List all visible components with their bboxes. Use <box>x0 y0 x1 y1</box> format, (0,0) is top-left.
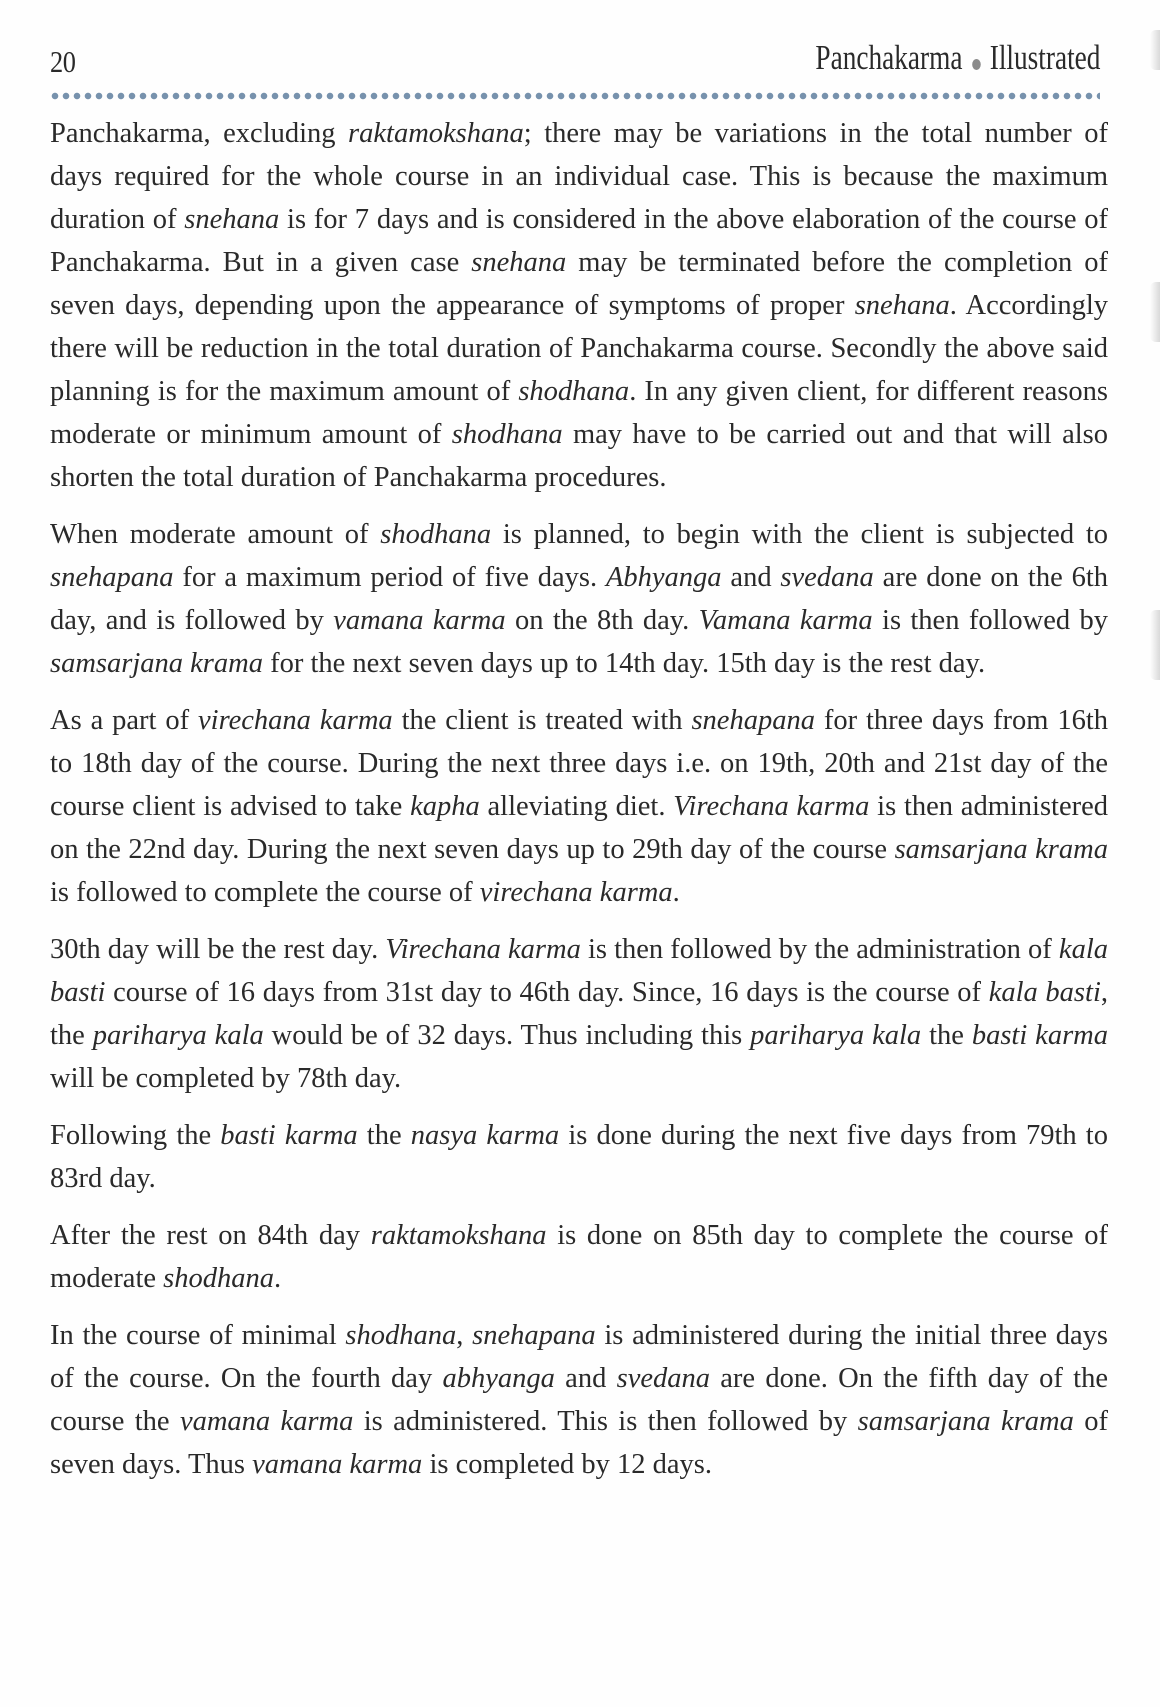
italic-term: samsarjana krama <box>50 648 263 679</box>
text-run: of seven days. Thus <box>50 1406 1108 1480</box>
bullet-separator <box>971 59 980 70</box>
page-number: 20 <box>50 44 76 79</box>
paragraph <box>50 699 1108 914</box>
text-run: is then followed by the administration of <box>580 934 1059 965</box>
text-run: course of 16 days from 31st day to 46th day. Since, 16 days is the course of <box>105 977 989 1008</box>
italic-term: raktamokshana <box>348 118 524 149</box>
italic-term: svedana <box>616 1363 710 1394</box>
body-text <box>50 112 1108 1500</box>
text-run: In the course of minimal <box>50 1320 346 1351</box>
italic-term: snehana <box>854 290 950 321</box>
text-run: is completed by 12 days. <box>422 1449 713 1480</box>
decorative-header-rule <box>50 91 1100 101</box>
text-run: . <box>672 877 680 908</box>
text-run: is planned, to begin with the client is subjected to <box>491 519 1108 550</box>
paragraph <box>50 1314 1108 1486</box>
italic-term: abhyanga <box>442 1363 555 1394</box>
italic-term: shodhana <box>345 1320 457 1351</box>
italic-term: svedana <box>780 562 874 593</box>
text-run: for three days from 16th to 18th day of the course. During the next three days i.e. on 19th, 20th and 21st day of the course client is advised to take <box>50 705 1109 822</box>
text-run: the <box>921 1020 972 1051</box>
text-run: . <box>274 1263 282 1294</box>
text-run: the <box>357 1120 411 1151</box>
text-run: 30th day will be the rest day. <box>50 934 386 965</box>
text-run: is administered during the initial three days of the course. On the fourth day <box>50 1320 1109 1394</box>
text-run: . In any given client, for different reasons moderate or minimum amount of <box>50 376 1108 450</box>
italic-term: samsarjana krama <box>857 1406 1074 1437</box>
text-run: ; there may be variations in the total number of days required for the whole course in an individual case. This is because the maximum duration of <box>50 118 1108 235</box>
page-edge-shadow <box>1150 610 1160 680</box>
text-run: is for 7 days and is considered in the above elaboration of the course of Panchakarma. But in a given case <box>50 204 1109 278</box>
italic-term: samsarjana krama <box>894 834 1108 865</box>
text-run: Following the <box>50 1120 221 1151</box>
italic-term: shodhana <box>163 1263 274 1294</box>
text-run: will be completed by 78th day. <box>50 1063 402 1094</box>
text-run: is then followed by <box>872 605 1108 636</box>
page-edge-shadow <box>1150 30 1160 70</box>
text-run: are done on the 6th day, and is followed by <box>50 562 1108 636</box>
italic-term: vamana karma <box>179 1406 354 1437</box>
italic-term: virechana karma <box>479 877 673 908</box>
italic-term: shodhana <box>451 419 563 450</box>
running-title-subtitle: Illustrated <box>989 38 1100 77</box>
text-run: is done during the next five days from 79th to 83rd day. <box>50 1120 1108 1194</box>
text-run: is followed to complete the course of <box>50 877 480 908</box>
text-run: As a part of <box>50 705 199 736</box>
italic-term: basti karma <box>971 1020 1108 1051</box>
text-run: is done on 85th day to complete the course of moderate <box>50 1220 1108 1294</box>
paragraph <box>50 513 1108 685</box>
page-header <box>50 38 1100 88</box>
text-run: When moderate amount of <box>50 519 381 550</box>
text-run: is then administered on the 22nd day. During the next seven days up to 29th day of the course <box>50 791 1109 865</box>
italic-term: snehana <box>471 247 567 278</box>
paragraph <box>50 928 1108 1100</box>
text-run: may be terminated before the completion of seven days, depending upon the appearance of symptoms of proper <box>50 247 1108 321</box>
running-head <box>815 38 1100 78</box>
text-run: and <box>554 1363 617 1394</box>
italic-term: kala basti <box>988 977 1101 1008</box>
italic-term: snehapana <box>691 705 815 736</box>
text-run: alleviating diet. <box>479 791 674 822</box>
text-run: the client is treated with <box>392 705 692 736</box>
italic-term: snehapana <box>472 1320 596 1351</box>
text-run: for a maximum period of five days. <box>173 562 606 593</box>
italic-term: kapha <box>410 791 480 822</box>
text-run: Panchakarma, excluding <box>50 118 349 149</box>
text-run: After the rest on 84th day <box>50 1220 371 1251</box>
text-run: and <box>721 562 781 593</box>
italic-term: snehapana <box>50 562 174 593</box>
italic-term: shodhana <box>518 376 630 407</box>
text-run: . Accordingly there will be reduction in the total duration of Panchakarma course. Secondly the above said planning is for the maximum amount of <box>50 290 1109 407</box>
italic-term: kala basti <box>50 934 1108 1008</box>
text-run: on the 8th day. <box>505 605 699 636</box>
italic-term: pariharya kala <box>750 1020 922 1051</box>
text-run: would be of 32 days. Thus including this <box>263 1020 751 1051</box>
italic-term: Virechana karma <box>673 791 870 822</box>
italic-term: virechana karma <box>198 705 393 736</box>
text-run: for the next seven days up to 14th day. 15th day is the rest day. <box>262 648 986 679</box>
paragraph <box>50 1114 1108 1200</box>
text-run: may have to be carried out and that will also shorten the total duration of Panchakarma procedures. <box>50 419 1108 493</box>
italic-term: basti karma <box>220 1120 358 1151</box>
italic-term: shodhana <box>380 519 492 550</box>
running-title-book: Panchakarma <box>814 38 963 77</box>
italic-term: Abhyanga <box>606 562 722 593</box>
text-run: , the <box>50 977 1108 1051</box>
italic-term: pariharya kala <box>92 1020 264 1051</box>
italic-term: snehana <box>184 204 280 235</box>
text-run: , <box>456 1320 473 1351</box>
italic-term: Virechana karma <box>385 934 581 965</box>
italic-term: vamana karma <box>252 1449 423 1480</box>
italic-term: vamana karma <box>333 605 506 636</box>
text-run: is administered. This is then followed by <box>353 1406 858 1437</box>
italic-term: nasya karma <box>410 1120 560 1151</box>
italic-term: raktamokshana <box>370 1220 547 1251</box>
paragraph <box>50 112 1108 499</box>
paragraph <box>50 1214 1108 1300</box>
italic-term: Vamana karma <box>698 605 873 636</box>
page-edge-shadow <box>1150 282 1160 342</box>
text-run: are done. On the fifth day of the course the <box>50 1363 1108 1437</box>
